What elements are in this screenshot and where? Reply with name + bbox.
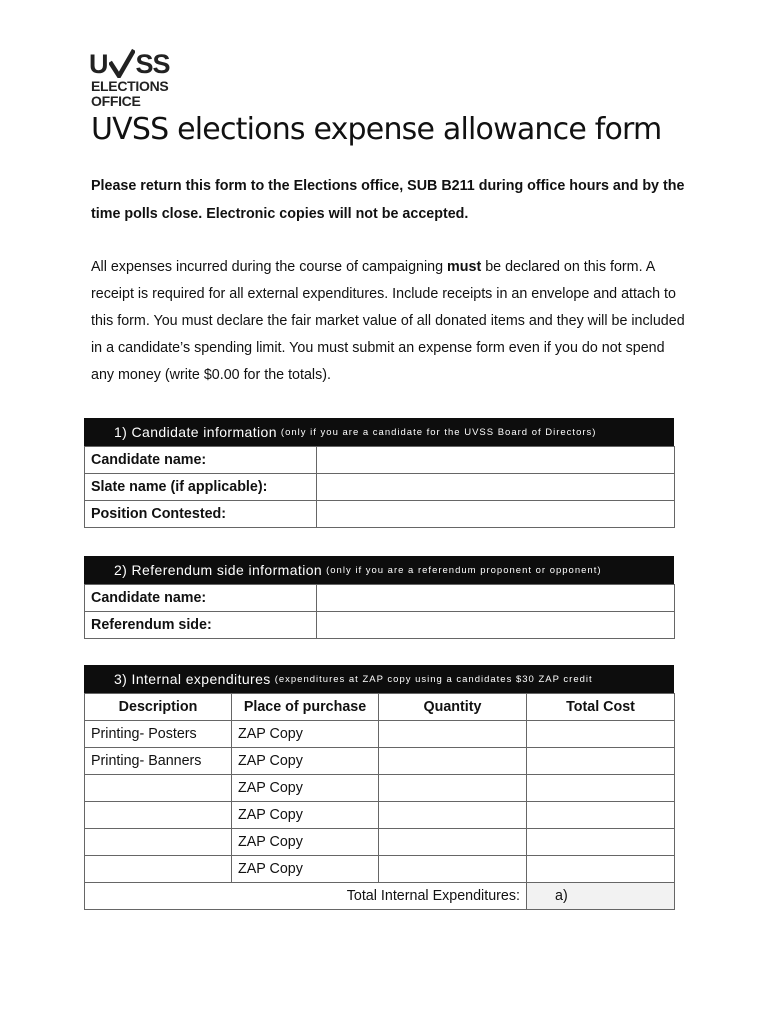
- total-internal-expenditures-label: Total Internal Expenditures:: [85, 883, 527, 910]
- description-cell[interactable]: Printing- Banners: [85, 748, 232, 775]
- quantity-cell[interactable]: [379, 748, 527, 775]
- description-cell[interactable]: Printing- Posters: [85, 721, 232, 748]
- description-cell[interactable]: [85, 829, 232, 856]
- quantity-cell[interactable]: [379, 856, 527, 883]
- page-title: UVSS elections expense allowance form: [91, 112, 662, 147]
- section-1-heading: [84, 418, 674, 446]
- referendum-side-label: Referendum side:: [85, 612, 317, 639]
- total-cost-cell[interactable]: [527, 721, 675, 748]
- declaration-paragraph: [91, 254, 691, 389]
- candidate-information-section: [84, 418, 674, 528]
- logo-line-elections: ELECTIONS: [91, 78, 169, 94]
- place-cell[interactable]: ZAP Copy: [232, 829, 379, 856]
- table-row: [85, 447, 675, 474]
- quantity-cell[interactable]: [379, 721, 527, 748]
- description-cell[interactable]: [85, 802, 232, 829]
- candidate-name-label: Candidate name:: [85, 447, 317, 474]
- section-3-heading: [84, 665, 674, 693]
- referendum-candidate-name-field[interactable]: [317, 585, 675, 612]
- table-row: [85, 829, 675, 856]
- paragraph-emphasis: must: [447, 259, 482, 275]
- paragraph-text-2: be declared on this form. A receipt is required for all external expenditures. Include receipts in an envelope and attach to this form. You must declare the fair market value of all donated items and they will be included in a candidate’s spending limit. You must submit an expense form even if you do not spend any money (write $0.00 for the totals).: [91, 259, 685, 383]
- table-row: [85, 585, 675, 612]
- total-cost-cell[interactable]: [527, 775, 675, 802]
- place-cell[interactable]: ZAP Copy: [232, 721, 379, 748]
- logo-letters-ss: SS: [135, 49, 170, 79]
- table-header-row: [85, 694, 675, 721]
- internal-expenditures-table: [84, 693, 675, 910]
- referendum-candidate-name-label: Candidate name:: [85, 585, 317, 612]
- candidate-information-table: [84, 446, 675, 528]
- referendum-side-section: [84, 556, 674, 639]
- column-header-place: Place of purchase: [232, 694, 379, 721]
- table-row: [85, 474, 675, 501]
- quantity-cell[interactable]: [379, 802, 527, 829]
- column-header-description: Description: [85, 694, 232, 721]
- position-contested-label: Position Contested:: [85, 501, 317, 528]
- total-cost-cell[interactable]: [527, 748, 675, 775]
- slate-name-label: Slate name (if applicable):: [85, 474, 317, 501]
- section-3-note: (expenditures at ZAP copy using a candidates $30 ZAP credit: [274, 673, 593, 685]
- slate-name-field[interactable]: [317, 474, 675, 501]
- column-header-quantity: Quantity: [379, 694, 527, 721]
- description-cell[interactable]: [85, 775, 232, 802]
- candidate-name-field[interactable]: [317, 447, 675, 474]
- table-row: [85, 612, 675, 639]
- uvss-elections-logo: [89, 46, 199, 110]
- section-2-heading: [84, 556, 674, 584]
- section-2-title: 2) Referendum side information: [114, 562, 323, 578]
- total-cost-cell[interactable]: [527, 856, 675, 883]
- logo-letter-u: U: [89, 49, 108, 79]
- section-1-note: (only if you are a candidate for the UVSS Board of Directors): [280, 426, 597, 438]
- referendum-side-table: [84, 584, 675, 639]
- total-cost-cell[interactable]: [527, 829, 675, 856]
- table-row: [85, 856, 675, 883]
- place-cell[interactable]: ZAP Copy: [232, 748, 379, 775]
- description-cell[interactable]: [85, 856, 232, 883]
- place-cell[interactable]: ZAP Copy: [232, 802, 379, 829]
- section-1-title: 1) Candidate information: [114, 424, 277, 440]
- section-3-title: 3) Internal expenditures: [114, 671, 271, 687]
- section-2-note: (only if you are a referendum proponent or opponent): [326, 564, 602, 576]
- return-instructions: Please return this form to the Elections office, SUB B211 during office hours and by the time polls close. Electronic copies will not be accepted.: [91, 178, 685, 222]
- total-cost-cell[interactable]: [527, 802, 675, 829]
- place-cell[interactable]: ZAP Copy: [232, 775, 379, 802]
- column-header-total-cost: Total Cost: [527, 694, 675, 721]
- total-row: [85, 883, 675, 910]
- table-row: [85, 775, 675, 802]
- internal-expenditures-section: [84, 665, 674, 910]
- table-row: [85, 748, 675, 775]
- table-row: [85, 802, 675, 829]
- paragraph-text-1: All expenses incurred during the course of campaigning: [91, 259, 448, 275]
- checkmark-icon: [109, 48, 135, 78]
- referendum-side-field[interactable]: [317, 612, 675, 639]
- table-row: [85, 721, 675, 748]
- table-row: [85, 501, 675, 528]
- quantity-cell[interactable]: [379, 775, 527, 802]
- position-contested-field[interactable]: [317, 501, 675, 528]
- total-internal-expenditures-field[interactable]: a): [527, 883, 675, 910]
- quantity-cell[interactable]: [379, 829, 527, 856]
- logo-line-office: OFFICE: [91, 93, 141, 109]
- place-cell[interactable]: ZAP Copy: [232, 856, 379, 883]
